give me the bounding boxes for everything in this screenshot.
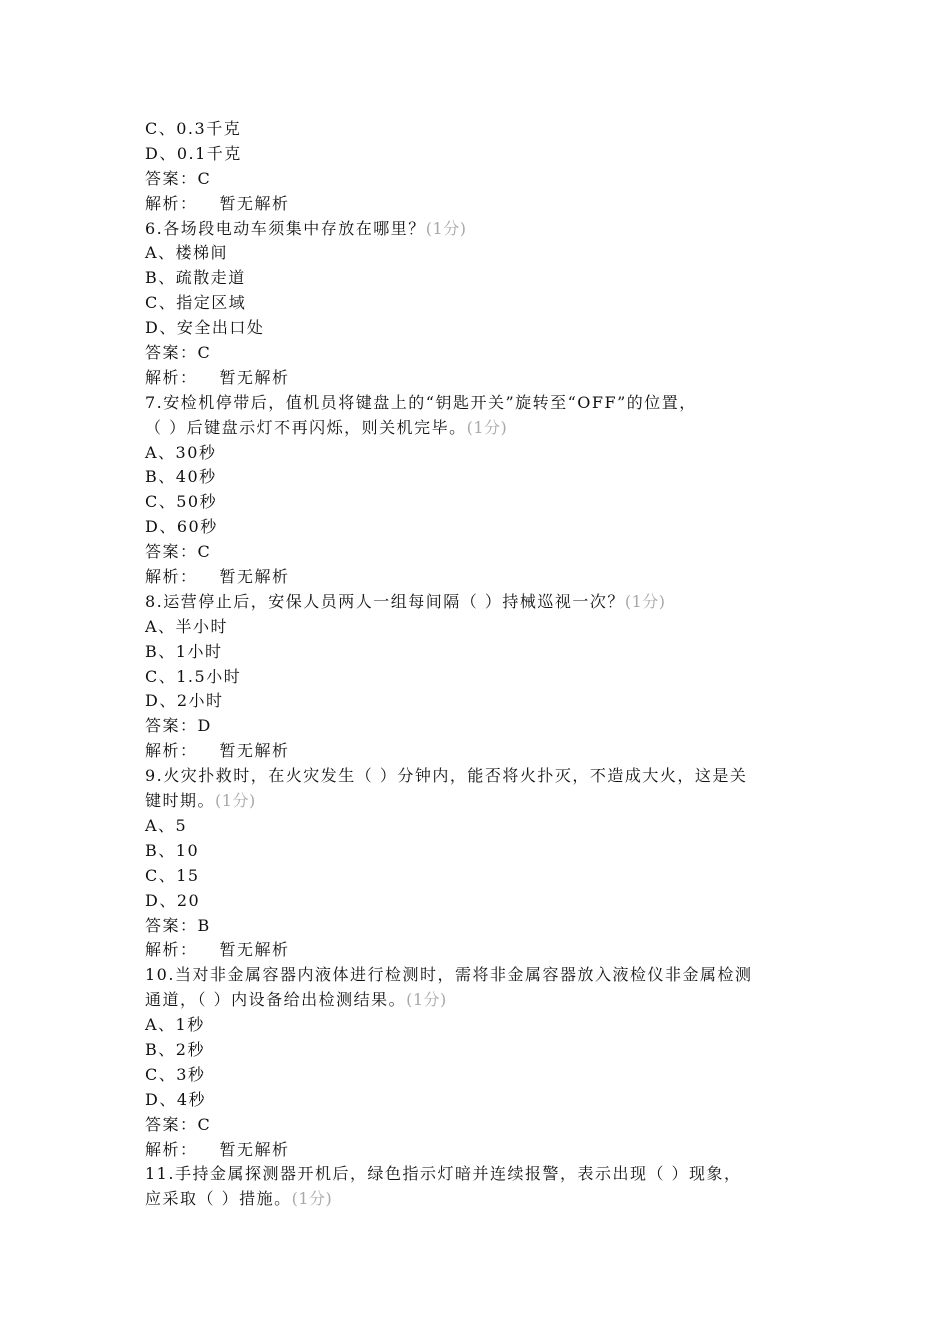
- analysis-line: [145, 366, 815, 391]
- option-line: [145, 142, 815, 167]
- analysis-value: 暂无解析: [219, 367, 290, 387]
- question-line: [145, 590, 815, 615]
- question-line: [145, 416, 815, 441]
- answer-text: 答案：D: [145, 716, 212, 736]
- line-text: D、安全出口处: [145, 318, 265, 338]
- analysis-value: 暂无解析: [219, 940, 290, 960]
- answer-text: 答案：C: [145, 1114, 212, 1134]
- line-text: B、疏散走道: [145, 268, 246, 288]
- document-page: [145, 117, 815, 1212]
- question-text: 10.当对非金属容器内液体进行检测时，需将非金属容器放入液检仪非金属检测: [145, 965, 753, 985]
- option-line: [145, 266, 815, 291]
- option-line: [145, 441, 815, 466]
- option-line: [145, 241, 815, 266]
- score-label: (1分): [425, 218, 467, 238]
- analysis-value: 暂无解析: [219, 193, 290, 213]
- option-line: [145, 814, 815, 839]
- option-line: [145, 615, 815, 640]
- score-label: (1分): [291, 1189, 333, 1209]
- analysis-line: [145, 192, 815, 217]
- option-line: [145, 515, 815, 540]
- line-text: C、50秒: [145, 492, 218, 512]
- option-line: [145, 465, 815, 490]
- answer-line: [145, 714, 815, 739]
- score-label: (1分): [466, 417, 508, 437]
- answer-text: 答案：C: [145, 343, 212, 363]
- line-text: B、2秒: [145, 1039, 205, 1059]
- option-line: [145, 889, 815, 914]
- question-line: [145, 963, 815, 988]
- line-text: D、4秒: [145, 1089, 207, 1109]
- question-text: 6.各场段电动车须集中存放在哪里？: [145, 218, 426, 238]
- line-text: C、0.3千克: [145, 119, 242, 138]
- option-line: [145, 291, 815, 316]
- question-text: 11.手持金属探测器开机后，绿色指示灯暗并连续报警，表示出现（ ）现象，: [145, 1164, 742, 1184]
- analysis-label: 解析：: [145, 940, 198, 960]
- answer-line: [145, 540, 815, 565]
- option-line: [145, 1088, 815, 1113]
- answer-text: 答案：B: [145, 915, 211, 935]
- option-line: [145, 640, 815, 665]
- line-text: B、1小时: [145, 641, 223, 661]
- question-text: 应采取（ ）措施。: [145, 1189, 292, 1209]
- answer-line: [145, 1113, 815, 1138]
- analysis-value: 暂无解析: [219, 567, 290, 587]
- question-text: （ ）后键盘示灯不再闪烁，则关机完毕。: [145, 417, 467, 437]
- analysis-value: 暂无解析: [219, 1139, 290, 1159]
- option-line: [145, 490, 815, 515]
- line-text: C、3秒: [145, 1064, 206, 1084]
- line-text: D、0.1千克: [145, 143, 242, 163]
- line-text: C、指定区域: [145, 293, 247, 313]
- question-text: 8.运营停止后，安保人员两人一组每间隔（ ）持械巡视一次？: [145, 591, 625, 611]
- answer-text: 答案：C: [145, 168, 212, 188]
- option-line: [145, 1063, 815, 1088]
- line-text: D、2小时: [145, 691, 224, 711]
- answer-text: 答案：C: [145, 542, 212, 562]
- line-text: D、60秒: [145, 517, 218, 537]
- question-text: 7.安检机停带后，值机员将键盘上的“钥匙开关”旋转至“OFF”的位置，: [145, 392, 697, 412]
- analysis-label: 解析：: [145, 741, 198, 761]
- analysis-line: [145, 739, 815, 764]
- question-line: [145, 217, 815, 242]
- question-line: [145, 764, 815, 789]
- question-line: [145, 391, 815, 416]
- analysis-value: 暂无解析: [219, 741, 290, 761]
- analysis-line: [145, 938, 815, 963]
- line-text: A、30秒: [145, 442, 217, 462]
- score-label: (1分): [406, 990, 447, 1010]
- analysis-label: 解析：: [145, 567, 198, 587]
- line-text: C、1.5小时: [145, 666, 242, 686]
- answer-line: [145, 167, 815, 192]
- line-text: C、15: [145, 865, 200, 885]
- question-text: 9.火灾扑救时，在火灾发生（ ）分钟内，能否将火扑灭，不造成大火，这是关: [145, 766, 748, 786]
- line-text: B、40秒: [145, 467, 217, 487]
- line-text: B、10: [145, 840, 200, 860]
- line-text: D、20: [145, 890, 201, 910]
- line-text: A、5: [145, 815, 188, 835]
- option-line: [145, 1038, 815, 1063]
- line-text: A、楼梯间: [145, 243, 229, 263]
- line-text: A、1秒: [145, 1015, 205, 1035]
- question-text: 键时期。: [145, 791, 216, 811]
- analysis-label: 解析：: [145, 193, 198, 213]
- option-line: [145, 316, 815, 341]
- question-line: [145, 988, 815, 1013]
- option-line: [145, 1013, 815, 1038]
- score-label: (1分): [215, 791, 256, 811]
- question-line: [145, 1187, 815, 1212]
- option-line: [145, 689, 815, 714]
- analysis-label: 解析：: [145, 367, 198, 387]
- answer-line: [145, 341, 815, 366]
- question-line: [145, 1162, 815, 1187]
- option-line: [145, 665, 815, 690]
- option-line: [145, 117, 815, 142]
- question-text: 通道，（ ）内设备给出检测结果。: [145, 990, 407, 1010]
- question-line: [145, 789, 815, 814]
- analysis-line: [145, 565, 815, 590]
- line-text: A、半小时: [145, 616, 229, 636]
- option-line: [145, 864, 815, 889]
- score-label: (1分): [624, 591, 666, 611]
- option-line: [145, 839, 815, 864]
- analysis-line: [145, 1138, 815, 1163]
- analysis-label: 解析：: [145, 1139, 198, 1159]
- answer-line: [145, 914, 815, 939]
